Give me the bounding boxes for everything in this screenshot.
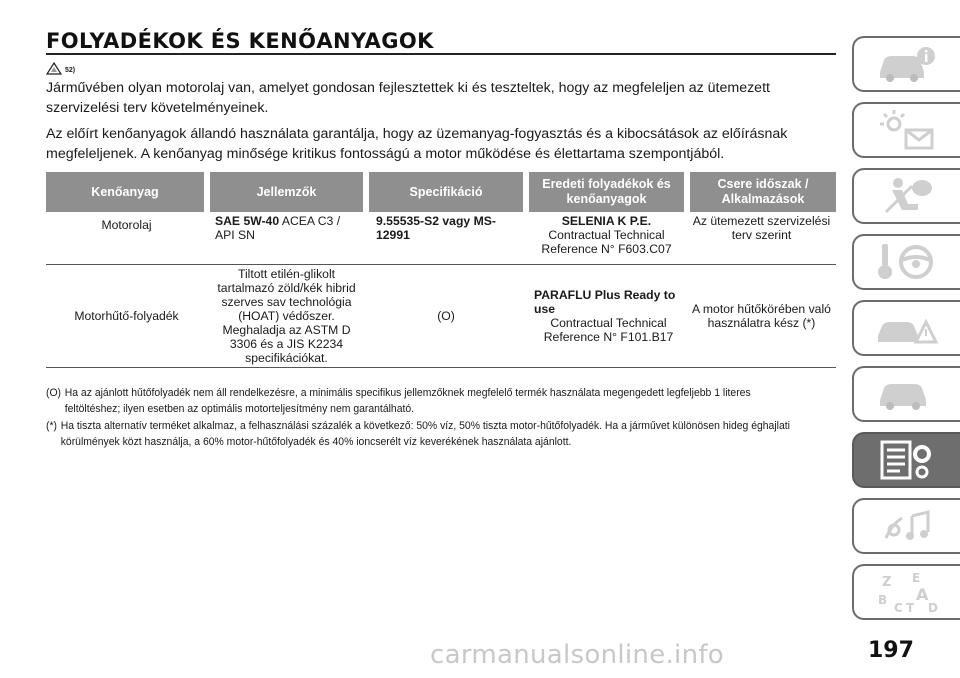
fluids-table <box>46 172 836 368</box>
tab-starting-driving[interactable] <box>852 234 960 290</box>
lubricant-name: Motorhűtő-folyadék <box>74 309 179 323</box>
car-service-icon <box>872 372 942 416</box>
page-number: 197 <box>868 638 914 663</box>
header-characteristics: Jellemzők <box>207 172 366 212</box>
footnote-text: Ha tiszta alternatív terméket alkalmaz, a felhasználási százalék a következő: 50% víz, 50% tiszta motor-hűtőfolyadék. Ha a járművet különösen hideg éghajlati körülmények közt használja, a 60% motor-hűtőfolyadék és 40% ioncserélt víz keverékének használata ajánlott. <box>60 420 790 448</box>
tab-multimedia[interactable] <box>852 498 960 554</box>
cell-characteristics <box>207 212 366 265</box>
svg-text:Z: Z <box>882 575 892 590</box>
tab-safety[interactable] <box>852 168 960 224</box>
intro-paragraph: Járművében olyan motorolaj van, amelyet gondosan fejlesztettek ki és teszteltek, hogy az megfeleljen az ütemezett szervizelési terv követelményeinek. <box>46 80 770 116</box>
warning-ref-number: 52) <box>65 67 76 74</box>
footnote <box>46 386 790 417</box>
warning-reference <box>46 62 75 75</box>
footnote <box>46 419 790 450</box>
dashboard-lights-icon <box>872 108 942 152</box>
airbag-seat-icon <box>872 174 942 218</box>
tab-emergency[interactable] <box>852 300 960 356</box>
table-row <box>46 212 836 265</box>
title-divider <box>46 53 836 55</box>
footnote-mark: (*) <box>46 420 57 432</box>
svg-text:E: E <box>912 571 921 585</box>
svg-text:B: B <box>878 593 888 607</box>
multimedia-icon <box>872 504 942 548</box>
header-interval: Csere időszak / Alkalmazások <box>687 172 836 212</box>
product-reference: Contractual Technical Reference N° F603.C07 <box>541 228 672 256</box>
footnote-text: Ha az ajánlott hűtőfolyadék nem áll rendelkezésre, a minimális specifikus jellemzőknek megfelelő termék használata megengedett legfeljebb 1 literes feltöltéshez; ilyen esetben az optimális motorteljesítmény nem garantálható. <box>64 387 751 415</box>
specification-text: 9.55535-S2 vagy MS-12991 <box>376 214 496 242</box>
tab-vehicle-info[interactable] <box>852 36 960 92</box>
header-original-fluids: Eredeti folyadékok és kenőanyagok <box>526 172 687 212</box>
header-specification: Specifikáció <box>366 172 526 212</box>
cell-lubricant <box>46 265 207 368</box>
cell-lubricant <box>46 212 207 265</box>
tab-maintenance[interactable] <box>852 366 960 422</box>
warning-triangle-icon <box>46 62 62 75</box>
table-header-row <box>46 172 836 212</box>
cell-original-fluid <box>526 265 687 368</box>
tab-technical-data[interactable] <box>852 432 960 488</box>
product-reference: Contractual Technical Reference N° F101.B17 <box>543 316 674 344</box>
cell-interval <box>687 212 836 265</box>
interval-text: Az ütemezett szervizelési terv szerint <box>692 214 831 242</box>
watermark: carmanualsonline.info <box>430 640 725 670</box>
table-row <box>46 265 836 368</box>
cell-original-fluid <box>526 212 687 265</box>
svg-text:T: T <box>906 601 915 614</box>
product-name: PARAFLU Plus Ready to use <box>534 288 676 316</box>
header-lubricant: Kenőanyag <box>46 172 207 212</box>
car-info-icon <box>872 42 942 86</box>
viscosity-grade: SAE 5W-40 <box>215 214 280 228</box>
svg-text:D: D <box>928 601 938 614</box>
svg-text:A: A <box>916 585 929 604</box>
index-letters-icon <box>872 570 942 614</box>
cell-specification <box>366 212 526 265</box>
tab-index[interactable] <box>852 564 960 620</box>
cell-interval <box>687 265 836 368</box>
tab-dashboard[interactable] <box>852 102 960 158</box>
product-name: SELENIA K P.E. <box>561 214 652 228</box>
cell-characteristics <box>207 265 366 368</box>
characteristics-text: ACEA C3 / API SN <box>215 214 341 242</box>
cell-specification <box>366 265 526 368</box>
specification-text: (O) <box>437 309 455 323</box>
technical-data-icon <box>872 438 942 482</box>
warning-car-icon <box>872 306 942 350</box>
table-footnotes <box>46 386 790 452</box>
interval-text: A motor hűtőkörében való használatra kész (*) <box>692 302 831 330</box>
footnote-mark: (O) <box>46 387 62 399</box>
svg-text:C: C <box>894 601 903 614</box>
page-title: FOLYADÉKOK ÉS KENŐANYAGOK <box>46 29 434 53</box>
characteristics-text: Tiltott etilén-glikolt tartalmazó zöld/kék hibrid szerves sav technológia (HOAT) védőszer. Meghaladja az ASTM D 3306 és a JIS K2234 specifikációkat. <box>217 267 356 365</box>
lubricant-paragraph: Az előírt kenőanyagok állandó használata garantálja, hogy az üzemanyag-fogyasztás és a kibocsátások az előírásnak megfeleljenek. A kenőanyag minősége kritikus fontosságú a motor működése és élettartama szempontjából. <box>46 126 788 162</box>
lubricant-name: Motorolaj <box>101 218 152 232</box>
key-steering-wheel-icon <box>872 240 942 284</box>
